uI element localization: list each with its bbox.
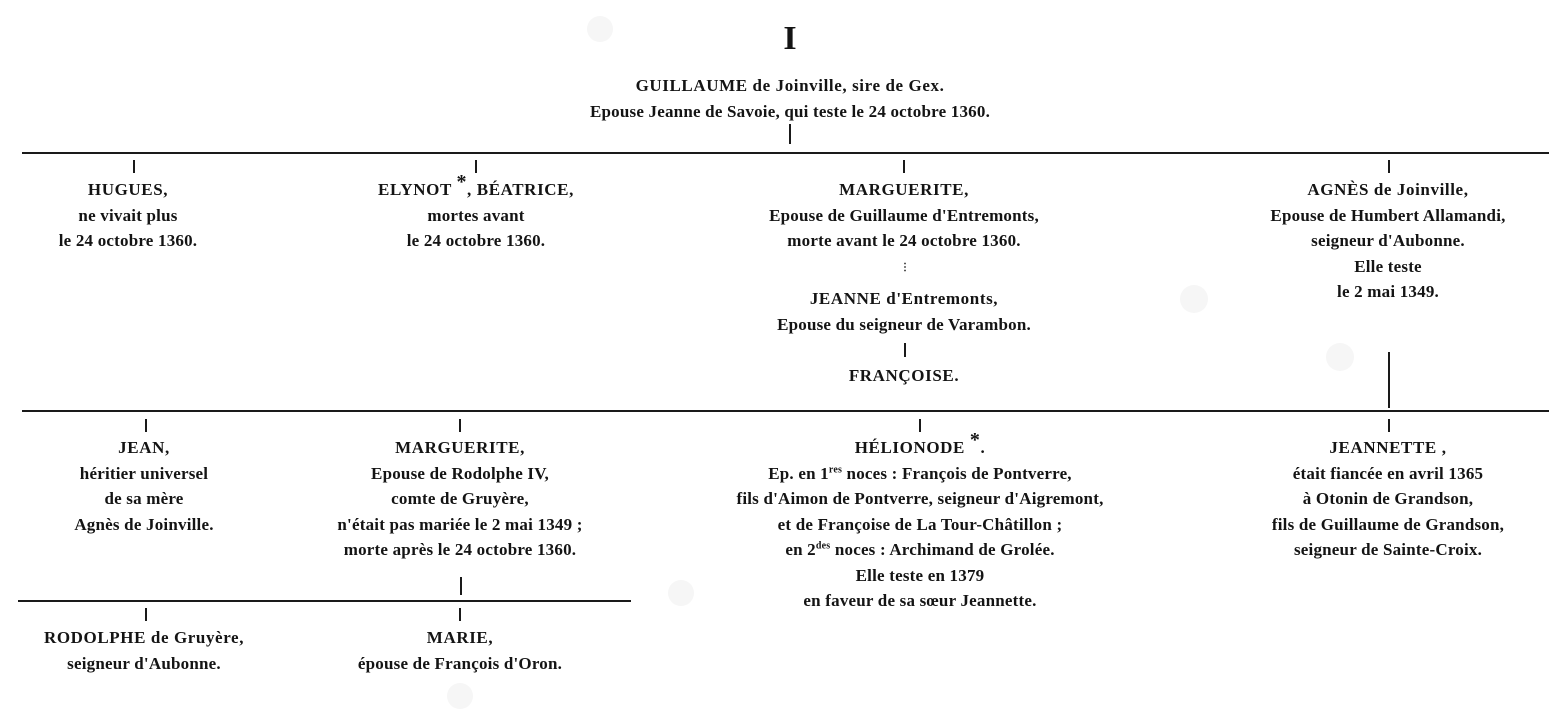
person-name: MARGUERITE, — [395, 438, 525, 457]
marie-connector — [459, 608, 461, 621]
dotted-descent-connector: ⋮ — [900, 262, 910, 273]
person-note: Epouse de Guillaume d'Entremonts, — [769, 205, 1039, 225]
person-helionode — [736, 429, 1104, 614]
scan-artifact — [668, 580, 694, 606]
person-jean — [74, 435, 213, 537]
rodolphe-connector — [145, 608, 147, 621]
person-note: et de Françoise de La Tour-Châtillon ; — [777, 514, 1063, 534]
person-name: FRANÇOISE. — [848, 366, 960, 385]
person-jeanne-entremonts — [777, 286, 1031, 337]
root-person-guillaume — [590, 73, 990, 124]
marguerite-gruyere-connector — [459, 419, 461, 432]
person-jeannette — [1272, 435, 1504, 563]
person-note — [736, 537, 1103, 563]
francoise-connector — [904, 343, 906, 357]
helionode-connector — [919, 419, 921, 432]
person-note: morte après le 24 octobre 1360. — [343, 540, 577, 559]
person-name: RODOLPHE de Gruyère, — [43, 628, 245, 647]
person-note: comte de Gruyère, — [391, 489, 529, 508]
person-hugues — [59, 177, 198, 254]
person-name — [736, 429, 1103, 461]
person-note: était fiancée en avril 1365 — [1292, 463, 1484, 483]
person-name — [378, 171, 574, 203]
scan-artifact — [1326, 343, 1354, 371]
scan-artifact — [587, 16, 613, 42]
person-note: Epouse de Humbert Allamandi, — [1270, 205, 1506, 225]
person-note: Agnès de Joinville. — [74, 514, 214, 534]
name-period: . — [980, 438, 986, 457]
person-note: mortes avant — [427, 205, 525, 225]
jeannette-connector — [1388, 419, 1390, 432]
scan-artifact — [1180, 285, 1208, 313]
note-text: en 2 — [785, 540, 816, 559]
person-name: AGNÈS de Joinville, — [1307, 180, 1469, 199]
note-text: noces : François de Pontverre, — [842, 463, 1072, 483]
generation3-rule — [18, 600, 631, 602]
superscript: des — [815, 540, 831, 552]
note-text: Ep. en 1 — [768, 463, 829, 483]
marguerite-gruyere-descent-connector — [460, 577, 462, 595]
person-note: de sa mère — [104, 489, 184, 508]
person-note: le 2 mai 1349. — [1337, 282, 1439, 301]
name-helionode: HÉLIONODE — [854, 438, 965, 457]
person-name: JEANNE d'Entremonts, — [809, 289, 999, 308]
person-rodolphe — [44, 625, 244, 676]
person-elynot-beatrice — [378, 171, 574, 254]
elynot-connector — [475, 160, 477, 173]
table-number: I — [783, 20, 797, 57]
person-note: en faveur de sa sœur Jeannette. — [803, 591, 1037, 610]
jean-connector — [145, 419, 147, 432]
person-note: à Otonin de Grandson, — [1302, 489, 1474, 508]
person-note: fils de Guillaume de Grandson, — [1271, 514, 1505, 534]
person-name: JEANNETTE , — [1329, 438, 1447, 457]
name-elynot: ELYNOT — [378, 180, 452, 199]
root-connector — [789, 124, 791, 144]
person-note: n'était pas mariée le 2 mai 1349 ; — [337, 514, 583, 534]
hugues-connector — [133, 160, 135, 173]
person-note: seigneur d'Aubonne. — [1311, 231, 1465, 250]
person-note: Epouse du seigneur de Varambon. — [777, 314, 1031, 334]
person-marie — [358, 625, 562, 676]
person-name: MARGUERITE, — [839, 180, 969, 199]
person-note: Elle teste — [1354, 256, 1422, 276]
person-note: morte avant le 24 octobre 1360. — [787, 231, 1021, 250]
person-note: fils d'Aimon de Pontverre, seigneur d'Aigremont, — [736, 489, 1104, 508]
person-name: JEAN, — [118, 438, 170, 457]
scan-artifact — [447, 683, 473, 709]
root-spouse-line: Epouse Jeanne de Savoie, qui teste le 24 octobre 1360. — [589, 101, 991, 121]
person-note — [736, 461, 1103, 487]
agnes-descent-connector — [1388, 352, 1390, 408]
person-note: ne vivait plus — [78, 205, 178, 225]
person-name: MARIE, — [426, 628, 494, 647]
superscript: res — [828, 463, 843, 475]
person-note: héritier universel — [79, 463, 209, 483]
person-note: Epouse de Rodolphe IV, — [371, 463, 549, 483]
marguerite-connector — [903, 160, 905, 173]
asterisk-mark: * — [456, 171, 468, 193]
person-note: le 24 octobre 1360. — [406, 231, 546, 250]
note-text: noces : Archimand de Grolée. — [830, 540, 1055, 559]
person-note: seigneur de Sainte-Croix. — [1293, 540, 1483, 559]
generation2-rule — [22, 410, 1549, 412]
person-francoise — [849, 363, 959, 389]
person-marguerite-entremonts — [769, 177, 1039, 254]
person-note: Elle teste en 1379 — [855, 565, 985, 585]
person-note: épouse de François d'Oron. — [357, 653, 563, 673]
person-note: le 24 octobre 1360. — [58, 231, 198, 250]
agnes-connector — [1388, 160, 1390, 173]
person-agnes — [1270, 177, 1505, 305]
name-beatrice: , BÉATRICE, — [467, 180, 574, 199]
generation1-rule — [22, 152, 1549, 154]
asterisk-mark: * — [969, 429, 981, 451]
person-marguerite-gruyere — [337, 435, 582, 563]
person-note: seigneur d'Aubonne. — [67, 653, 221, 673]
person-name: HUGUES, — [87, 180, 169, 199]
root-name-line: GUILLAUME de Joinville, sire de Gex. — [635, 76, 945, 95]
